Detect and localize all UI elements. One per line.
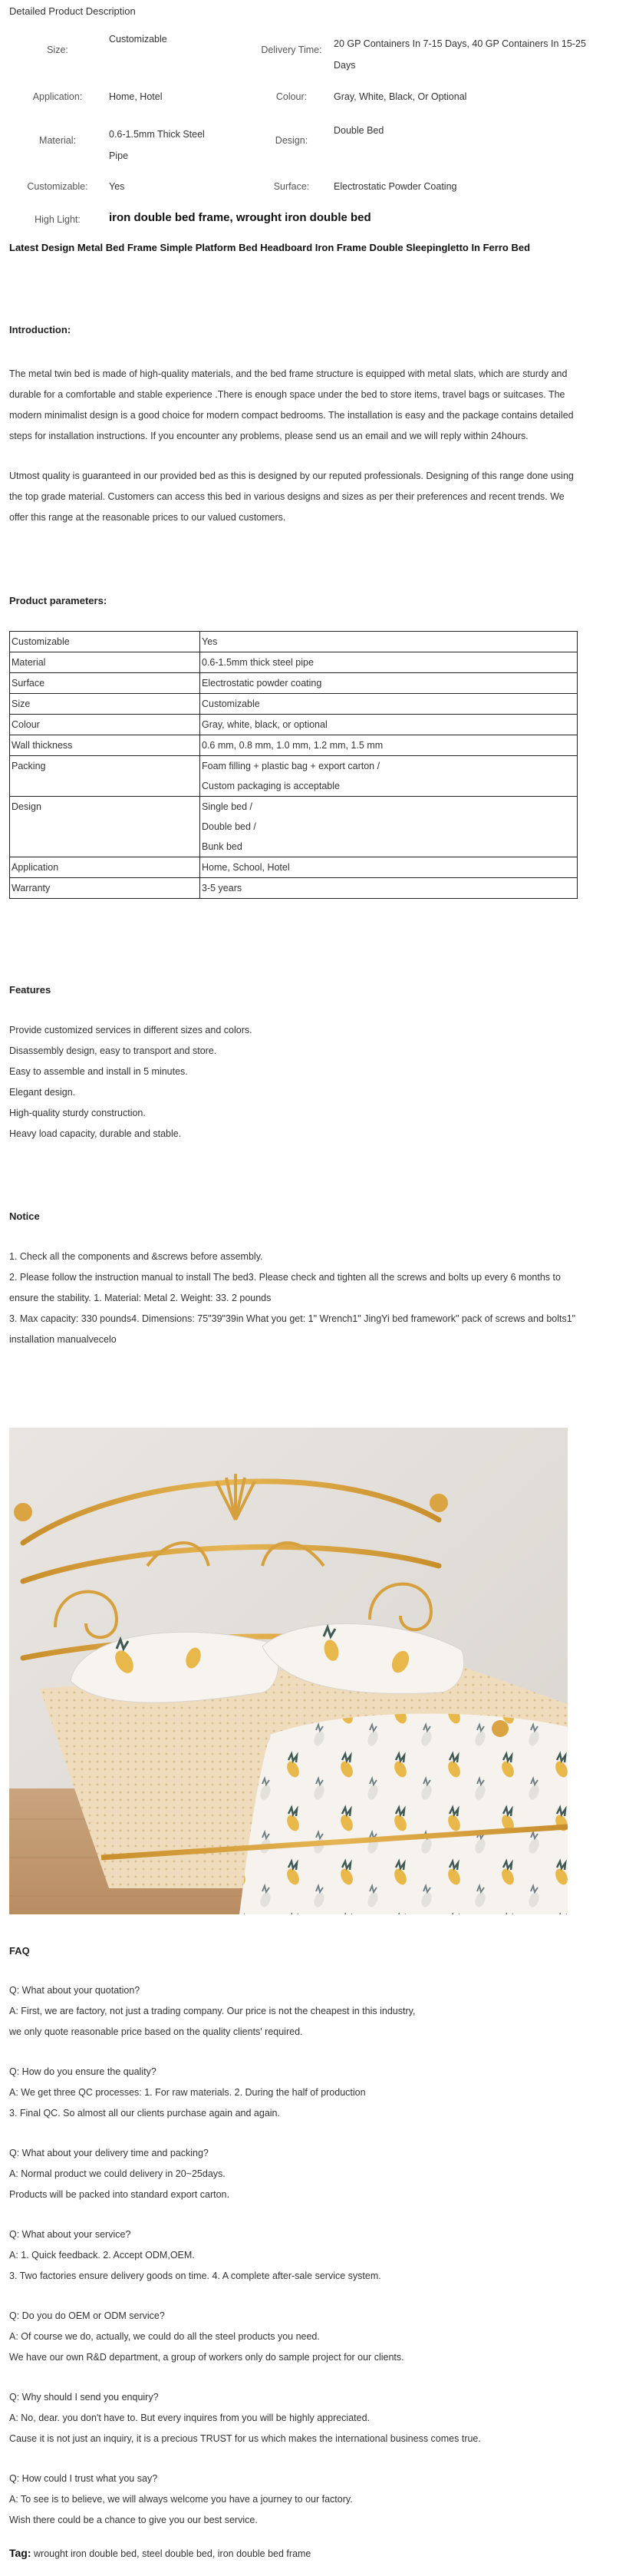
faq-question: Q: What about your service? — [9, 2229, 131, 2240]
faq-answer-line: A: No, dear. you don't have to. But every inquires from you will be highly appreciated. — [9, 2413, 371, 2423]
faq-item — [9, 2224, 631, 2287]
list-item: 1. Check all the components and &screws before assembly. — [9, 1251, 263, 1262]
faq-answer-line: A: 1. Quick feedback. 2. Accept ODM,OEM. — [9, 2250, 195, 2261]
faq-answer-line: A: Normal product we could delivery in 20~25days. — [9, 2168, 226, 2179]
list-item: Easy to assemble and install in 5 minutes. — [9, 1066, 188, 1077]
table-row — [10, 632, 578, 652]
faq-answer-line: 3. Two factories ensure delivery goods on time. 4. A complete after-sale service system. — [9, 2271, 381, 2281]
spec-label-delivery: Delivery Time: — [261, 45, 322, 55]
faq-answer-line: A: First, we are factory, not just a trading company. Our price is not the cheapest in this industry, — [9, 2006, 416, 2016]
list-item: ensure the stability. 1. Material: Metal 2. Weight: 33. 2 pounds — [9, 1293, 272, 1303]
faq-answer-line: A: To see is to believe, we will always welcome you have a journey to our factory. — [9, 2494, 353, 2505]
product-title: Latest Design Metal Bed Frame Simple Platform Bed Headboard Iron Frame Double Sleepingletto In Ferro Bed — [9, 242, 531, 253]
spec-label-size: Size: — [47, 45, 68, 55]
faq-item — [9, 2469, 631, 2531]
spec-value-application: Home, Hotel — [109, 91, 163, 102]
table-row — [10, 735, 578, 756]
list-item: High-quality sturdy construction. — [9, 1108, 146, 1118]
notice-list — [9, 1247, 575, 1350]
faq-answer-line: 3. Final QC. So almost all our clients purchase again and again. — [9, 2108, 280, 2119]
param-value: Yes — [200, 632, 578, 652]
faq-answer-line: Wish there could be a chance to give you our best service. — [9, 2515, 258, 2525]
tags-label: Tag: — [9, 2547, 31, 2559]
table-row — [10, 652, 578, 673]
faq-question: Q: Do you do OEM or ODM service? — [9, 2310, 165, 2321]
table-row — [10, 756, 578, 797]
tags-row: Tag: wrought iron double bed, steel double bed, iron double bed frame — [9, 2547, 311, 2559]
list-item: Elegant design. — [9, 1087, 76, 1098]
spec-label-material: Material: — [39, 135, 76, 146]
table-row — [10, 797, 578, 857]
spec-label-customizable: Customizable: — [27, 181, 88, 192]
table-row — [10, 857, 578, 878]
spec-value-design: Double Bed — [334, 125, 384, 136]
table-row — [10, 878, 578, 899]
spec-value-delivery: 20 GP Containers In 7-15 Days, 40 GP Containers In 15-25 Days — [334, 38, 586, 71]
spec-label-application: Application: — [32, 91, 83, 102]
highlight-keywords: iron double bed frame, wrought iron double bed — [109, 211, 371, 224]
param-value: Foam filling + plastic bag + export carton / Custom packaging is acceptable — [200, 756, 578, 797]
page-header-title: Detailed Product Description — [9, 5, 136, 17]
introduction-paragraph-1: The metal twin bed is made of high-quality materials, and the bed frame structure is equipped with metal slats, which are sturdy and durable for a comfortable and stable experience .There is enough space under the bed to store items, travel bags or suitcases. The modern minimalist design is a good choice for modern compact bedrooms. The installation is easy and the package contains detailed steps for installation instructions. If you encounter any problems, please send us an email and we will reply within 24hours. — [9, 368, 574, 441]
param-value: 0.6 mm, 0.8 mm, 1.0 mm, 1.2 mm, 1.5 mm — [200, 735, 578, 756]
faq-item — [9, 1980, 631, 2043]
list-item: 2. Please follow the instruction manual to install The bed3. Please check and tighten all the screws and bolts up every 6 months to — [9, 1272, 561, 1283]
introduction-heading: Introduction: — [9, 324, 71, 335]
list-item: Heavy load capacity, durable and stable. — [9, 1128, 182, 1139]
spec-label-design: Design: — [275, 135, 308, 146]
highlight-link[interactable]: wrought iron double bed — [236, 211, 371, 224]
list-item: Provide customized services in different sizes and colors. — [9, 1025, 252, 1035]
spec-label-colour: Colour: — [275, 91, 308, 102]
highlight-link[interactable]: iron double bed frame — [109, 211, 230, 224]
list-item: Disassembly design, easy to transport and store. — [9, 1045, 217, 1056]
faq-answer-line: A: Of course we do, actually, we could do all the steel products you need. — [9, 2331, 320, 2342]
introduction-paragraph-2: Utmost quality is guaranteed in our provided bed as this is designed by our reputed professionals. Designing of this range done using the top grade material. Customers can access this bed in various designs and sizes as per their preferences and recent trends. We offer this range at the reasonable prices to our valued customers. — [9, 471, 574, 523]
table-row — [10, 673, 578, 694]
param-value: Customizable — [200, 694, 578, 715]
list-item: installation manualvecelo — [9, 1334, 117, 1345]
faq-answer-line: Cause it is not just an inquiry, it is a precious TRUST for us which makes the international business comes true. — [9, 2433, 481, 2444]
param-key: Size — [10, 694, 200, 715]
table-row — [10, 715, 578, 735]
param-key: Design — [10, 797, 200, 857]
product-photo — [9, 1428, 568, 1914]
param-key: Colour — [10, 715, 200, 735]
faq-question: Q: How do you ensure the quality? — [9, 2066, 156, 2077]
features-heading: Features — [9, 984, 51, 996]
spec-value-surface: Electrostatic Powder Coating — [334, 181, 457, 192]
param-value: 0.6-1.5mm thick steel pipe — [200, 652, 578, 673]
faq-answer-line: We have our own R&D department, a group of workers only do sample project for our clients. — [9, 2352, 404, 2363]
parameters-heading: Product parameters: — [9, 595, 107, 606]
faq-question: Q: What about your delivery time and packing? — [9, 2148, 209, 2158]
param-key: Wall thickness — [10, 735, 200, 756]
notice-heading: Notice — [9, 1210, 40, 1222]
faq-question: Q: Why should I send you enquiry? — [9, 2392, 159, 2403]
param-value: Electrostatic powder coating — [200, 673, 578, 694]
param-key: Warranty — [10, 878, 200, 899]
spec-label-surface: Surface: — [273, 181, 310, 192]
faq-item — [9, 2062, 631, 2124]
tag-link[interactable]: steel double bed — [142, 2548, 212, 2559]
bed-illustration — [9, 1428, 568, 1914]
faq-item — [9, 2387, 631, 2449]
faq-list — [9, 1980, 631, 2550]
tag-link[interactable]: wrought iron double bed — [34, 2548, 137, 2559]
spec-label-highlight: High Light: — [35, 214, 81, 225]
table-row — [10, 694, 578, 715]
param-key: Surface — [10, 673, 200, 694]
spec-value-size: Customizable — [109, 34, 167, 45]
param-key: Packing — [10, 756, 200, 797]
parameters-table — [9, 631, 578, 899]
param-value: Home, School, Hotel — [200, 857, 578, 878]
param-key: Customizable — [10, 632, 200, 652]
faq-item — [9, 2306, 631, 2368]
faq-question: Q: How could I trust what you say? — [9, 2473, 158, 2484]
spec-value-material: 0.6-1.5mm Thick Steel Pipe — [109, 129, 205, 161]
spec-value-colour: Gray, White, Black, Or Optional — [334, 91, 467, 102]
faq-answer-line: A: We get three QC processes: 1. For raw materials. 2. During the half of production — [9, 2087, 366, 2098]
faq-answer-line: Products will be packed into standard export carton. — [9, 2189, 229, 2200]
param-value: Gray, white, black, or optional — [200, 715, 578, 735]
faq-item — [9, 2143, 631, 2205]
faq-question: Q: What about your quotation? — [9, 1985, 140, 1996]
param-value: Single bed / Double bed / Bunk bed — [200, 797, 578, 857]
tag-link[interactable]: iron double bed frame — [217, 2548, 311, 2559]
param-key: Material — [10, 652, 200, 673]
faq-answer-line: we only quote reasonable price based on the quality clients' required. — [9, 2026, 303, 2037]
list-item: 3. Max capacity: 330 pounds4. Dimensions: 75"39"39in What you get: 1" Wrench1" JingYi bed framework" pack of screws and bolts1" — [9, 1313, 576, 1324]
param-key: Application — [10, 857, 200, 878]
faq-heading: FAQ — [9, 1945, 30, 1957]
param-value: 3-5 years — [200, 878, 578, 899]
spec-value-customizable: Yes — [109, 181, 125, 192]
features-list — [9, 1020, 252, 1144]
